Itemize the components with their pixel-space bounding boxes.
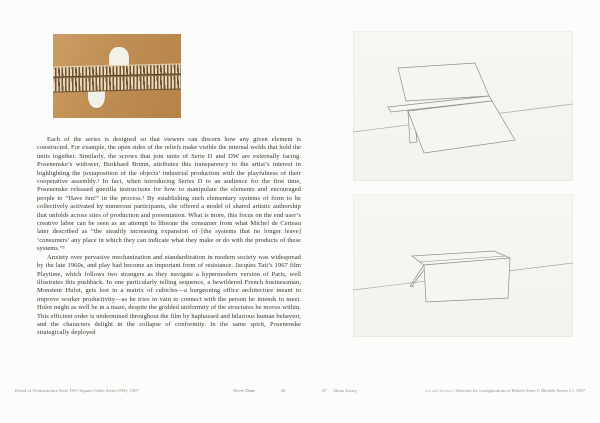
caption-text: Sketches for configurations of Reliefs Serie C (Reliefs Series C), 1967: [454, 388, 585, 393]
corrugation-band-lower: [53, 74, 181, 92]
page-number-right: 27: [322, 388, 327, 393]
essay-text-column: [37, 136, 301, 338]
sketch-panel-top: [353, 31, 573, 181]
essay-paragraph-2: Anxiety over pervasive mechanization and standardization in modern society was widespread by the late 1960s, and play had become an important form of resistance. Jacques Tati’s 1967 film Playtime, which follows two strangers as they navigate a hypermodern version of Paris, well illustrates this pushback. In one particularly telling sequence, a bewildered French businessman, Monsieur Hulot, gets lost in a matrix of cubicles—a burgeoning office architecture meant to improve worker productivity—as he tries in vain to connect with the person he intends to meet. Hulot might as well be in a maze, despite the gridded uniformity of the structures he moves within. This efficient order is undermined throughout the film by haphazard and hilarious human behavior, and the characters delight in the collapse of conformity. In the same spirit, Posenenske strategically deployed: [37, 253, 301, 337]
left-page-caption: Detail of Vierkantrohre Serie DW (Square Tubes Series DW), 1967: [15, 388, 139, 393]
relief-sketch-top-icon: [353, 31, 573, 181]
right-page-caption: [425, 388, 585, 393]
caption-prefix: top and bottom:: [425, 388, 455, 393]
essay-paragraph-1: Each of the series is designed so that viewers can discern how any given element is constructed. For example, the open sides of the reliefs make visible the internal welds that hold the units together. Similarly, the screws that join units of Serie D and DW are externally facing. Posenenske’s widower, Burkhard Brunn, attributes this transparency to the artist’s interest in highlighting the juxtaposition of the objects’ industrial production with the playfulness of their cooperative assembly.¹ In fact, when introducing Series D to an audience for the first time, Posenenske released guerilla instructions for how to manipulate the elements and encouraged people to “Have fun!” in the process.² By establishing such elementary systems of form to be collectively activated by numerous participants, she offered a model of shared artistic authorship that unfolds across sites of production and presentation. What is more, this focus on the end user’s creative labor can be seen as an attempt to liberate the consumer from what Michel de Certeau later described as “the steadily increasing expansion of [the systems that no longer leave] ‘consumers’ any place in which they can indicate what they make or do with the products of these systems.”³: [37, 136, 301, 253]
page-number-left: 26: [281, 388, 286, 393]
relief-sketch-bottom-icon: [353, 194, 573, 337]
running-title: Never Done: [233, 388, 256, 393]
author-name: Alexis Lowry: [333, 388, 358, 393]
sketch-panel-bottom: [353, 194, 573, 337]
cardboard-detail-photo: [53, 34, 181, 118]
